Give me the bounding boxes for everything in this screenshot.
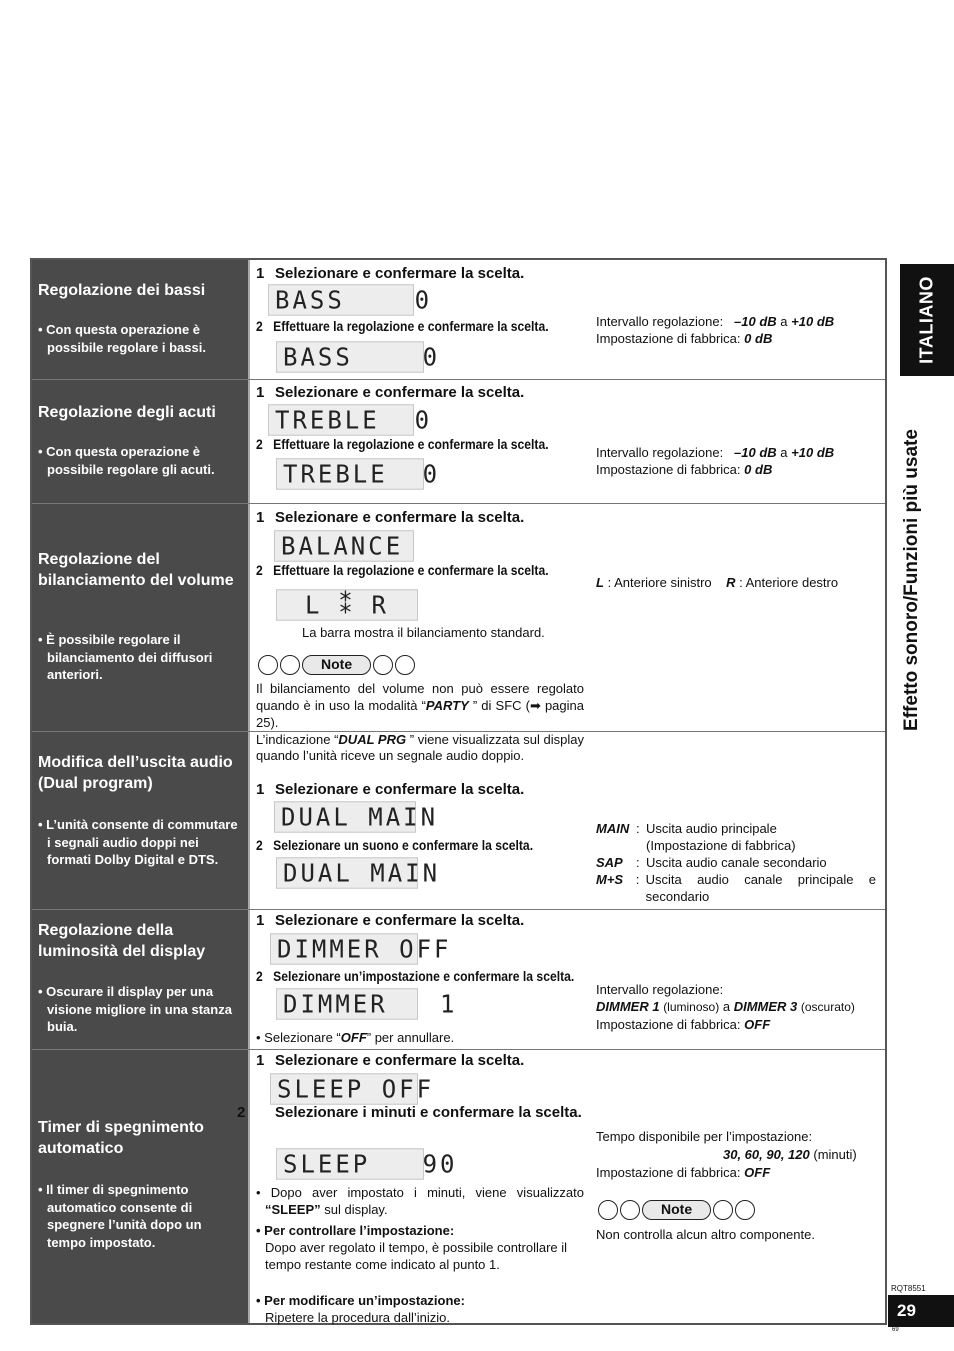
step-1: 1 Selezionare e confermare la scelta. — [256, 781, 525, 798]
section-description: • Oscurare il display per una visione migliore in una stanza buia. — [38, 984, 232, 1034]
tiny-page-code: 69 — [892, 1327, 899, 1333]
section-description: • Con questa operazione è possibile regolare gli acuti. — [38, 444, 215, 477]
display-lcd: BASS 0 — [268, 284, 414, 316]
lcd-left: L — [305, 590, 323, 620]
step-2: 2 Effettuare la regolazione e confermare la scelta. — [256, 319, 549, 334]
step-1: 1 Selezionare e confermare la scelta. — [256, 912, 525, 929]
section-description: • L’unità consente di commutare i segnali audio doppi nei formati Dolby Digital e DTS. — [38, 817, 238, 867]
section-info: Intervallo regolazione: –10 dB a +10 dB Impostazione di fabbrica: 0 dB — [596, 314, 835, 346]
page-number: 29 — [897, 1301, 916, 1320]
section-title: Modifica dell’uscita audio (Dual program) — [38, 754, 233, 792]
section-bass — [32, 260, 885, 380]
display-lcd: SLEEP 90 — [276, 1148, 424, 1180]
step-1: 1 Selezionare e confermare la scelta. — [256, 509, 525, 526]
step-1: 1 Selezionare e confermare la scelta. — [256, 265, 525, 282]
display-lcd: BALANCE — [274, 530, 414, 562]
section-title: Regolazione dei bassi — [38, 282, 206, 299]
section-balance: Regolazione del bilanciamento del volume • È possibile regolare il bilanciamento dei diffusori anteriori. 1 Selezionare e confermare la scelta. BALANCE 2 Effettuare la regolazione e confermare la scelta. L ⁑ R La barra mostra il bilanciamento standard. Note Il bilanciamento del volume non può essere regolato quando è in uso la modalità “PARTY ” di SFC (➡ pagina 25). L : Anteriore sinistro R : Anteriore destro — [32, 504, 885, 732]
display-lcd: BASS 0 — [276, 341, 424, 373]
step-2: 2 Effettuare la regolazione e confermare la scelta. — [256, 437, 549, 452]
note-header: Note — [258, 655, 415, 675]
lcd-caption: La barra mostra il bilanciamento standard. — [302, 625, 545, 640]
bullet: • Per modificare un’impostazione: Ripetere la procedura dall’inizio. — [256, 1293, 465, 1325]
section-treble: Regolazione degli acuti • Con questa operazione è possibile regolare gli acuti. 1 Selezionare e confermare la scelta. TREBLE 0 2 Effettuare la regolazione e confermare la scelta. TREBLE 0 Intervallo regolazione: –10 dB a +10 dB Impostazione di fabbrica: 0 dB — [32, 380, 885, 504]
section-description: • Con questa operazione è possibile regolare i bassi. — [38, 322, 206, 355]
note-text: Il bilanciamento del volume non può essere regolato quando è in uso la modalità “PARTY ” di SFC (➡ pagina 25). — [256, 681, 584, 730]
section-description: • Il timer di spegnimento automatico consente di spegnere l’unità dopo un tempo impostato. — [38, 1182, 202, 1250]
step-1: 1 Selezionare e confermare la scelta. — [256, 384, 525, 401]
section-dual-program: Modifica dell’uscita audio (Dual program) • L’unità consente di commutare i segnali audio doppi nei formati Dolby Digital e DTS. L’indicazione “DUAL PRG ” viene visualizzata sul display quando l’unità riceve un segnale audio doppio. 1 Selezionare e confermare la scelta. DUAL MAIN 2 Selezionare un suono e confermare la scelta. DUAL MAIN MAIN : Uscita audio principale (Impostazione di fabbrica) SAP : Uscita audio canale secondario M+S : Uscita audio canale principale e secondario — [32, 732, 885, 910]
step-2: 2 Selezionare un suono e confermare la scelta. — [256, 838, 534, 853]
page-number-box — [888, 1295, 954, 1327]
step-2: 2 Selezionare i minuti e confermare la scelta. — [237, 1104, 582, 1121]
section-description: • È possibile regolare il bilanciamento dei diffusori anteriori. — [38, 632, 213, 682]
display-lcd: DIMMER OFF — [270, 933, 418, 965]
model-code: RQT8551 — [891, 1284, 926, 1293]
step-2: 2 Effettuare la regolazione e confermare la scelta. — [256, 563, 549, 578]
step-2: 2 Selezionare un’impostazione e confermare la scelta. — [256, 969, 575, 984]
display-lcd: SLEEP OFF — [270, 1073, 418, 1105]
display-lcd: DUAL MAIN — [276, 857, 418, 889]
lcd-right: R — [371, 590, 389, 620]
section-title: Regolazione del bilanciamento del volume — [38, 551, 234, 589]
note-header: Note — [598, 1200, 755, 1220]
section-title: Timer di spegnimento automatico — [38, 1119, 204, 1157]
section-title: Regolazione della luminosità del display — [38, 922, 206, 960]
settings-table — [30, 258, 887, 1325]
bullet: • Per controllare l’impostazione: Dopo aver regolato il tempo, è possibile controllare il tempo restante come indicato al punto 1. — [256, 1223, 568, 1272]
language-tab: ITALIANO — [900, 264, 954, 376]
display-lcd: DIMMER 1 — [276, 988, 418, 1020]
step-1: 1 Selezionare e confermare la scelta. — [256, 1052, 525, 1069]
section-sidebar — [32, 260, 250, 379]
section-dimmer: Regolazione della luminosità del display • Oscurare il display per una visione migliore in una stanza buia. 1 Selezionare e confermare la scelta. DIMMER OFF 2 Selezionare un’impostazione e confermare la scelta. DIMMER 1 • Selezionare “OFF” per annullare. Intervallo regolazione: DIMMER 1 (luminoso) a DIMMER 3 (oscurato) Impostazione di fabbrica: OFF — [32, 910, 885, 1050]
display-lcd: TREBLE 0 — [268, 404, 414, 436]
display-lcd — [276, 589, 418, 621]
display-lcd: DUAL MAIN — [274, 801, 416, 833]
chapter-title: Effetto sonoro/Funzioni più usate — [901, 429, 922, 731]
display-lcd: TREBLE 0 — [276, 458, 424, 490]
bullet: • Dopo aver impostato i minuti, viene visualizzato “SLEEP” sul display. — [256, 1185, 584, 1217]
intro-text: L’indicazione “DUAL PRG ” viene visualizzata sul display quando l’unità riceve un segnale audio doppio. — [256, 732, 585, 763]
section-sleep-timer: Timer di spegnimento automatico • Il timer di spegnimento automatico consente di spegnere l’unità dopo un tempo impostato. 1 Selezionare e confermare la scelta. SLEEP OFF 2 Selezionare i minuti e confermare la scelta. SLEEP 90 • Dopo aver impostato i minuti, viene visualizzato “SLEEP” sul display. • Per controllare l’impostazione: Dopo aver regolato il tempo, è possibile controllare il tempo restante come indicato al punto 1. • Per modificare un’impostazione: Ripetere la procedura dall’inizio. Tempo disponibile per l’impostazione: 30, 60, 90, 120 (minuti) Impostazione di fabbrica: OFF Note Non controlla alcun altro componente. — [32, 1050, 885, 1323]
note-text: Non controlla alcun altro componente. — [596, 1227, 815, 1242]
balance-bar: ⁑ — [339, 590, 355, 620]
section-title: Regolazione degli acuti — [38, 404, 216, 421]
cancel-hint: • Selezionare “OFF” per annullare. — [256, 1030, 455, 1045]
